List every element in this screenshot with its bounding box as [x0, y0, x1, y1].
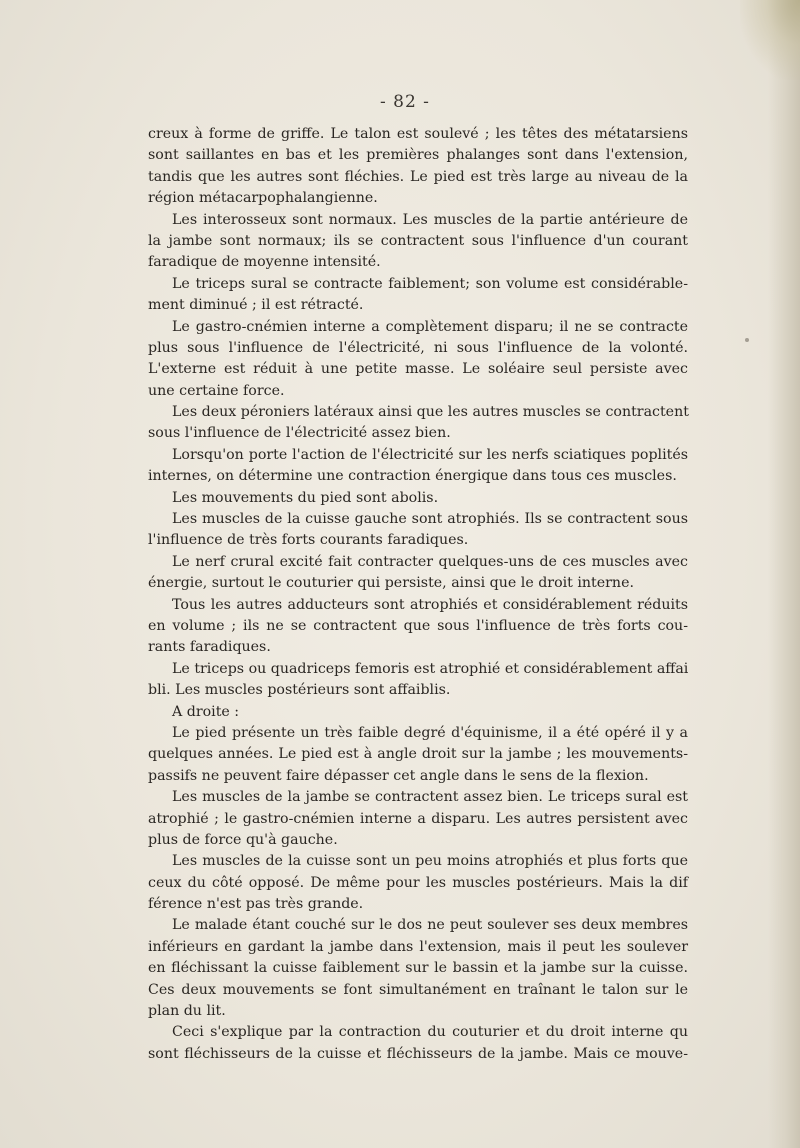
paragraph — [148, 702, 688, 723]
paragraph — [148, 915, 688, 1022]
text-line: passifs ne peuvent faire dépasser cet angle dans le sens de la flexion. — [148, 767, 649, 784]
text-line: atrophié ; le gastro-cnémien interne a disparu. Les autres persistent avec — [148, 810, 688, 827]
text-line: internes, on détermine une contraction énergique dans tous ces muscles. — [148, 468, 677, 485]
text-line: inférieurs en gardant la jambe dans l'extension, mais il peut les soulever — [148, 938, 688, 955]
text-line: sous l'influence de l'électricité assez bien. — [148, 425, 451, 442]
paragraph — [148, 509, 688, 552]
text-line: quelques années. Le pied est à angle droit sur la jambe ; les mouvements- — [148, 746, 688, 763]
text-line: Le triceps sural se contracte faiblement; son volume est considérable- — [172, 275, 688, 292]
text-line: Les mouvements du pied sont abolis. — [172, 489, 439, 506]
text-line: plus de force qu'à gauche. — [148, 831, 338, 848]
text-line: en fléchissant la cuisse faiblement sur le bassin et la jambe sur la cuisse. — [148, 960, 688, 977]
page-edge-shadow — [768, 0, 800, 1148]
text-line: rants faradiques. — [148, 639, 271, 656]
text-line: Ces deux mouvements se font simultanément en traînant le talon sur le — [148, 981, 688, 998]
body-text — [148, 124, 688, 1065]
text-line: Les muscles de la cuisse sont un peu moins atrophiés et plus forts que — [172, 853, 688, 870]
paragraph — [148, 124, 688, 210]
text-line: Ceci s'explique par la contraction du couturier et du droit interne qu — [172, 1024, 688, 1041]
text-line: Les deux péroniers latéraux ainsi que les autres muscles se contractent — [172, 404, 689, 421]
text-line: la jambe sont normaux; ils se contractent sous l'influence d'un courant — [148, 232, 688, 249]
text-line: sont fléchisseurs de la cuisse et fléchisseurs de la jambe. Mais ce mouve- — [148, 1045, 688, 1062]
text-line: Le pied présente un très faible degré d'équinisme, il a été opéré il y a — [172, 724, 688, 741]
paragraph — [148, 445, 688, 488]
text-line: tandis que les autres sont fléchies. Le pied est très large au niveau de la — [148, 168, 688, 185]
text-line: l'influence de très forts courants faradiques. — [148, 532, 469, 549]
text-line: creux à forme de griffe. Le talon est soulevé ; les têtes des métatarsiens — [148, 126, 688, 142]
text-line: Le malade étant couché sur le dos ne peut soulever ses deux membres — [172, 917, 688, 934]
paragraph — [148, 317, 688, 403]
paragraph — [148, 851, 688, 915]
page-number: - 82 - — [380, 92, 430, 112]
text-line: une certaine force. — [148, 382, 285, 399]
paragraph — [148, 787, 688, 851]
paragraph — [148, 402, 688, 445]
text-line: ment diminué ; il est rétracté. — [148, 297, 364, 314]
text-line: plan du lit. — [148, 1003, 226, 1020]
text-line: L'externe est réduit à une petite masse. Le soléaire seul persiste avec — [148, 361, 688, 378]
paragraph — [148, 723, 688, 787]
paragraph — [148, 552, 688, 595]
paragraph — [148, 210, 688, 274]
text-line: bli. Les muscles postérieurs sont affaiblis. — [148, 682, 451, 699]
text-line: plus sous l'influence de l'électricité, ni sous l'influence de la volonté. — [148, 339, 688, 356]
text-line: Tous les autres adducteurs sont atrophiés et considérablement réduits — [172, 596, 688, 613]
text-line: A droite : — [172, 703, 240, 720]
text-line: énergie, surtout le couturier qui persiste, ainsi que le droit interne. — [148, 575, 634, 592]
text-line: en volume ; ils ne se contractent que sous l'influence de très forts cou- — [148, 617, 688, 634]
paragraph — [148, 1022, 688, 1065]
text-line: ceux du côté opposé. De même pour les muscles postérieurs. Mais la dif — [148, 874, 688, 891]
text-line: Le nerf crural excité fait contracter quelques-uns de ces muscles avec — [172, 553, 688, 570]
text-line: Les muscles de la cuisse gauche sont atrophiés. Ils se contractent sous — [172, 511, 688, 528]
paragraph — [148, 488, 688, 509]
corner-stain — [740, 0, 800, 80]
text-line: Le gastro-cnémien interne a complètement disparu; il ne se contracte — [172, 318, 688, 335]
ink-spot — [745, 338, 749, 342]
text-line: Le triceps ou quadriceps femoris est atrophié et considérablement affai — [172, 660, 689, 677]
text-line: région métacarpophalangienne. — [148, 190, 378, 207]
text-line: Les muscles de la jambe se contractent assez bien. Le triceps sural est — [172, 789, 688, 806]
text-line: faradique de moyenne intensité. — [148, 254, 381, 271]
paragraph — [148, 274, 688, 317]
paragraph — [148, 659, 688, 702]
text-line: Les interosseux sont normaux. Les muscles de la partie antérieure de — [172, 211, 688, 228]
paragraph — [148, 595, 688, 659]
text-line: Lorsqu'on porte l'action de l'électricité sur les nerfs sciatiques poplités — [172, 446, 688, 463]
text-line: férence n'est pas très grande. — [148, 896, 364, 913]
text-line: sont saillantes en bas et les premières phalanges sont dans l'extension, — [148, 147, 688, 164]
